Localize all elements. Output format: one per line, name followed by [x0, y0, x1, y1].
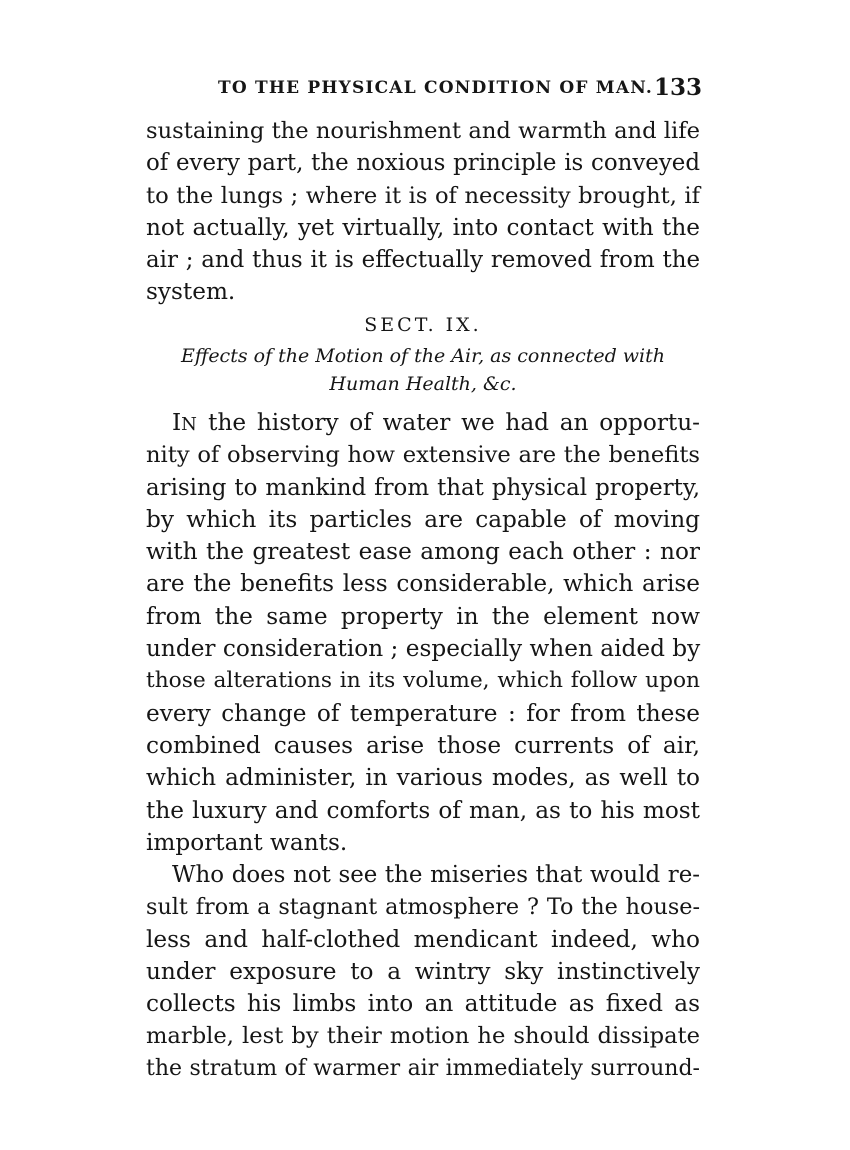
text-line: collects his limbs into an attitude as fixed as: [146, 990, 700, 1018]
section-subtitle-line: Human Health, &c.: [329, 373, 517, 395]
text-line: to the lungs ; where it is of necessity brought, if: [146, 182, 700, 209]
section-subtitle: [146, 342, 700, 398]
section-heading: SECT. IX.: [364, 314, 482, 336]
text-line: under consideration ; especially when aided by: [146, 635, 701, 663]
initial-smallcap: N: [181, 414, 198, 435]
text-line: of every part, the noxious principle is conveyed: [146, 150, 700, 177]
paragraph-stagnant-atmosphere: [146, 859, 700, 1085]
text-line: from the same property in the element now: [146, 602, 700, 630]
text-line: combined causes arise those currents of air,: [146, 731, 700, 759]
section-subtitle-line: Effects of the Motion of the Air, as connected with: [180, 345, 666, 367]
text-line: the stratum of warmer air immediately surround-: [146, 1055, 700, 1081]
running-title: TO THE PHYSICAL CONDITION OF MAN.: [218, 78, 653, 98]
text-line: not actually, yet virtually, into contact with the: [146, 213, 700, 241]
text-line: Who does not see the miseries that would re-: [172, 862, 700, 888]
text-line: those alterations in its volume, which follow upon: [146, 668, 700, 694]
text-line: by which its particles are capable of moving: [146, 505, 700, 533]
initial-letter: I: [172, 409, 182, 436]
text-line: the luxury and comforts of man, as to his most: [146, 796, 700, 824]
first-line-remainder: the history of water we had an opportu-: [197, 409, 700, 436]
text-line: marble, lest by their motion he should dissipate: [146, 1023, 700, 1050]
text-line: which administer, in various modes, as well to: [146, 764, 700, 792]
text-line: important wants.: [146, 828, 348, 856]
text-line: every change of temperature : for from these: [146, 699, 700, 727]
text-line: system.: [146, 278, 236, 306]
text-line: less and half-clothed mendicant indeed, who: [146, 925, 700, 953]
text-line: nity of observing how extensive are the benefits: [146, 442, 700, 469]
text-line: under exposure to a wintry sky instinctively: [146, 957, 700, 985]
text-line: sustaining the nourishment and warmth and life: [146, 118, 700, 144]
paragraph-history-of-water: [146, 407, 700, 859]
running-head: [146, 74, 702, 104]
text-line: are the benefits less considerable, which arise: [146, 570, 700, 598]
paragraph-continuation: [146, 115, 700, 309]
text-line: with the greatest ease among each other : nor: [146, 538, 700, 566]
text-line: air ; and thus it is effectually removed from the: [146, 247, 700, 274]
page-number: 133: [653, 74, 702, 101]
text-line: arising to mankind from that physical property,: [146, 474, 700, 501]
text-line-first: [146, 407, 700, 439]
text-line: sult from a stagnant atmosphere ? To the house-: [146, 894, 700, 921]
